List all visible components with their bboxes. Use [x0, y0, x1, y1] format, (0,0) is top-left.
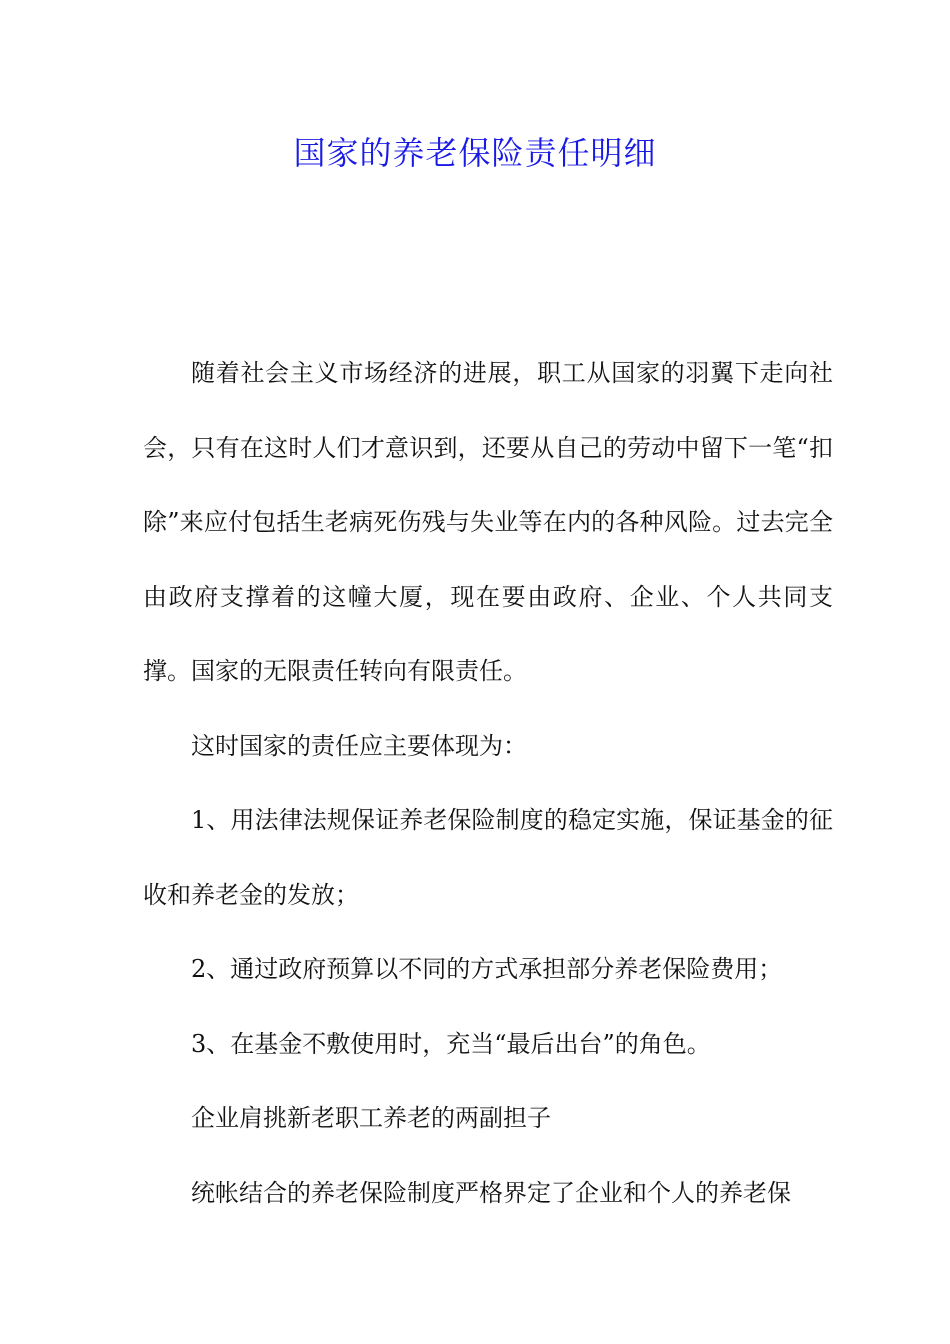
paragraph-intro: 随着社会主义市场经济的进展，职工从国家的羽翼下走向社会，只有在这时人们才意识到，还要从自己的劳动中留下一笔“扣除”来应付包括生老病死伤残与失业等在内的各种风险。过去完全由政府支撑着的这幢大厦，现在要由政府、企业、个人共同支撑。国家的无限责任转向有限责任。: [143, 359, 833, 685]
document-title: 国家的养老保险责任明细: [293, 134, 657, 172]
document-body: [143, 336, 833, 1230]
paragraph-item-3: 3、在基金不敷使用时，充当“最后出台”的角色。: [191, 1029, 711, 1058]
paragraph-item-2: 2、通过政府预算以不同的方式承担部分养老保险费用；: [191, 955, 783, 983]
section-heading-enterprise: 企业肩挑新老职工养老的两副担子: [191, 1104, 551, 1132]
paragraph-item-1: 1、用法律法规保证养老保险制度的稳定实施，保证基金的征收和养老金的发放；: [143, 806, 833, 909]
paragraph-state-responsibility: 这时国家的责任应主要体现为：: [191, 731, 527, 760]
paragraph-enterprise: 统帐结合的养老保险制度严格界定了企业和个人的养老保: [191, 1178, 791, 1207]
